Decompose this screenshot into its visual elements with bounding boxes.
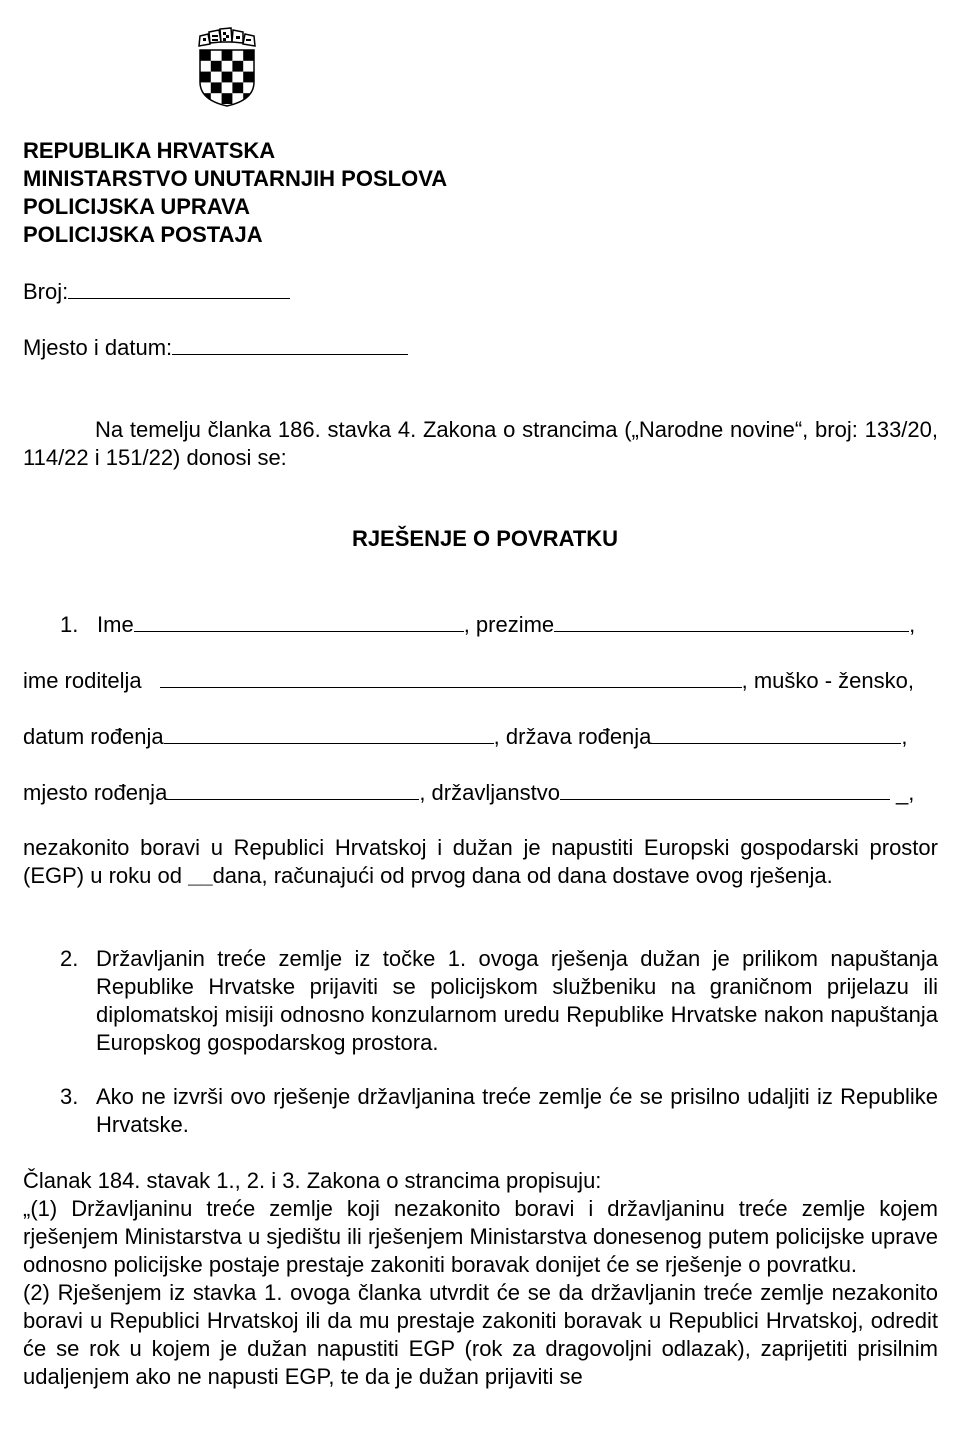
header-line-police-station: POLICIJSKA POSTAJA [23, 222, 263, 247]
row-end-comma: _, [889, 780, 915, 805]
broj-input[interactable] [68, 278, 290, 299]
item1-obligation-paragraph [23, 834, 938, 890]
datum-rodjenja-label: datum rođenja [23, 724, 164, 749]
item-number: 1. [60, 612, 79, 637]
prezime-label: , prezime [463, 612, 555, 637]
law-paragraph-1: „(1) Državljaninu treće zemlje koji nezakonito boravi i državljaninu treće zemlje kojem rješenjem Ministarstva u sjedištu ili rješenjem Ministarstva donesenog putem policijske uprave odnosno policijske postaje prestaje zakoniti boravak donijet će se rješenje o povratku. [23, 1196, 938, 1277]
form-row-citizenship [23, 779, 938, 806]
law-citation [23, 1167, 938, 1391]
list-item-3 [60, 1083, 938, 1139]
form-row-birth [23, 723, 938, 750]
para1-text-after: dana, računajući od prvog dana od dana dostave ovog rješenja. [212, 863, 833, 888]
broj-field [23, 278, 290, 305]
drzavljanstvo-input[interactable] [560, 779, 890, 800]
item-number: 3. [60, 1084, 79, 1109]
mjesto-rodjenja-input[interactable] [167, 779, 419, 800]
ime-label: Ime [97, 612, 134, 637]
ime-input[interactable] [134, 611, 464, 632]
mjesto-datum-label: Mjesto i datum: [23, 335, 173, 360]
legal-basis-paragraph: Na temelju članka 186. stavka 4. Zakona o strancima („Narodne novine“, broj: 133/20, 114/22 i 151/22) donosi se: [23, 417, 938, 470]
issuer-header [23, 137, 447, 249]
prezime-input[interactable] [554, 611, 909, 632]
item-text: Državljanin treće zemlje iz točke 1. ovoga rješenja dužan je prilikom napuštanja Republike Hrvatske prijaviti se policijskom službeniku na graničnom prijelazu ili diplomatskoj misiji odnosno konzularnom uredu Republike Hrvatske nakon napuštanja Europskog gospodarskog prostora. [96, 946, 938, 1055]
ime-roditelja-input[interactable] [160, 667, 742, 688]
para1-text-before: nezakonito boravi u Republici Hrvatskoj i dužan je napustiti Europski gospodarski prostor (EGP) u roku od [23, 835, 938, 888]
mjesto-rodjenja-label: mjesto rođenja [23, 780, 168, 805]
mjesto-datum-input[interactable] [172, 334, 408, 355]
item-text: Ako ne izvrši ovo rješenje državljanina treće zemlje će se prisilno udaljiti iz Republike Hrvatske. [96, 1084, 938, 1137]
list-item-2 [60, 945, 938, 1057]
ime-roditelja-label: ime roditelja [23, 668, 142, 693]
spol-label: , muško - žensko, [741, 668, 914, 693]
drzava-rodjenja-input[interactable] [651, 723, 901, 744]
law-paragraph-2: (2) Rješenjem iz stavka 1. ovoga članka utvrdit će se da državljanin treće zemlje nezakonito boravi u Republici Hrvatskoj ili da mu prestaje zakoniti boravak u Republici Hrvatskoj, odredit će se rok u kojem je dužan napustiti EGP (rok za dragovoljni odlazak), zaprijetiti prisilnim udaljenjem ako ne napusti EGP, te da je dužan prijaviti se [23, 1280, 938, 1389]
datum-rodjenja-input[interactable] [164, 723, 494, 744]
mjesto-datum-field [23, 334, 408, 361]
days-blank[interactable]: __ [188, 863, 213, 888]
broj-label: Broj: [23, 279, 69, 304]
header-line-ministry: MINISTARSTVO UNUTARNJIH POSLOVA [23, 166, 448, 191]
drzava-rodjenja-label: , država rođenja [493, 724, 652, 749]
header-line-republic: REPUBLIKA HRVATSKA [23, 138, 276, 163]
form-row-parent [23, 667, 938, 694]
drzavljanstvo-label: , državljanstvo [419, 780, 560, 805]
form-row-name [23, 611, 938, 638]
row-end-comma: , [901, 724, 908, 749]
document-title: RJEŠENJE O POVRATKU [351, 526, 619, 551]
law-heading: Članak 184. stavak 1., 2. i 3. Zakona o strancima propisuju: [23, 1168, 602, 1193]
coat-of-arms-icon [195, 26, 259, 108]
header-line-police-administration: POLICIJSKA UPRAVA [23, 194, 250, 219]
row-end-comma: , [909, 612, 916, 637]
item-number: 2. [60, 946, 79, 971]
